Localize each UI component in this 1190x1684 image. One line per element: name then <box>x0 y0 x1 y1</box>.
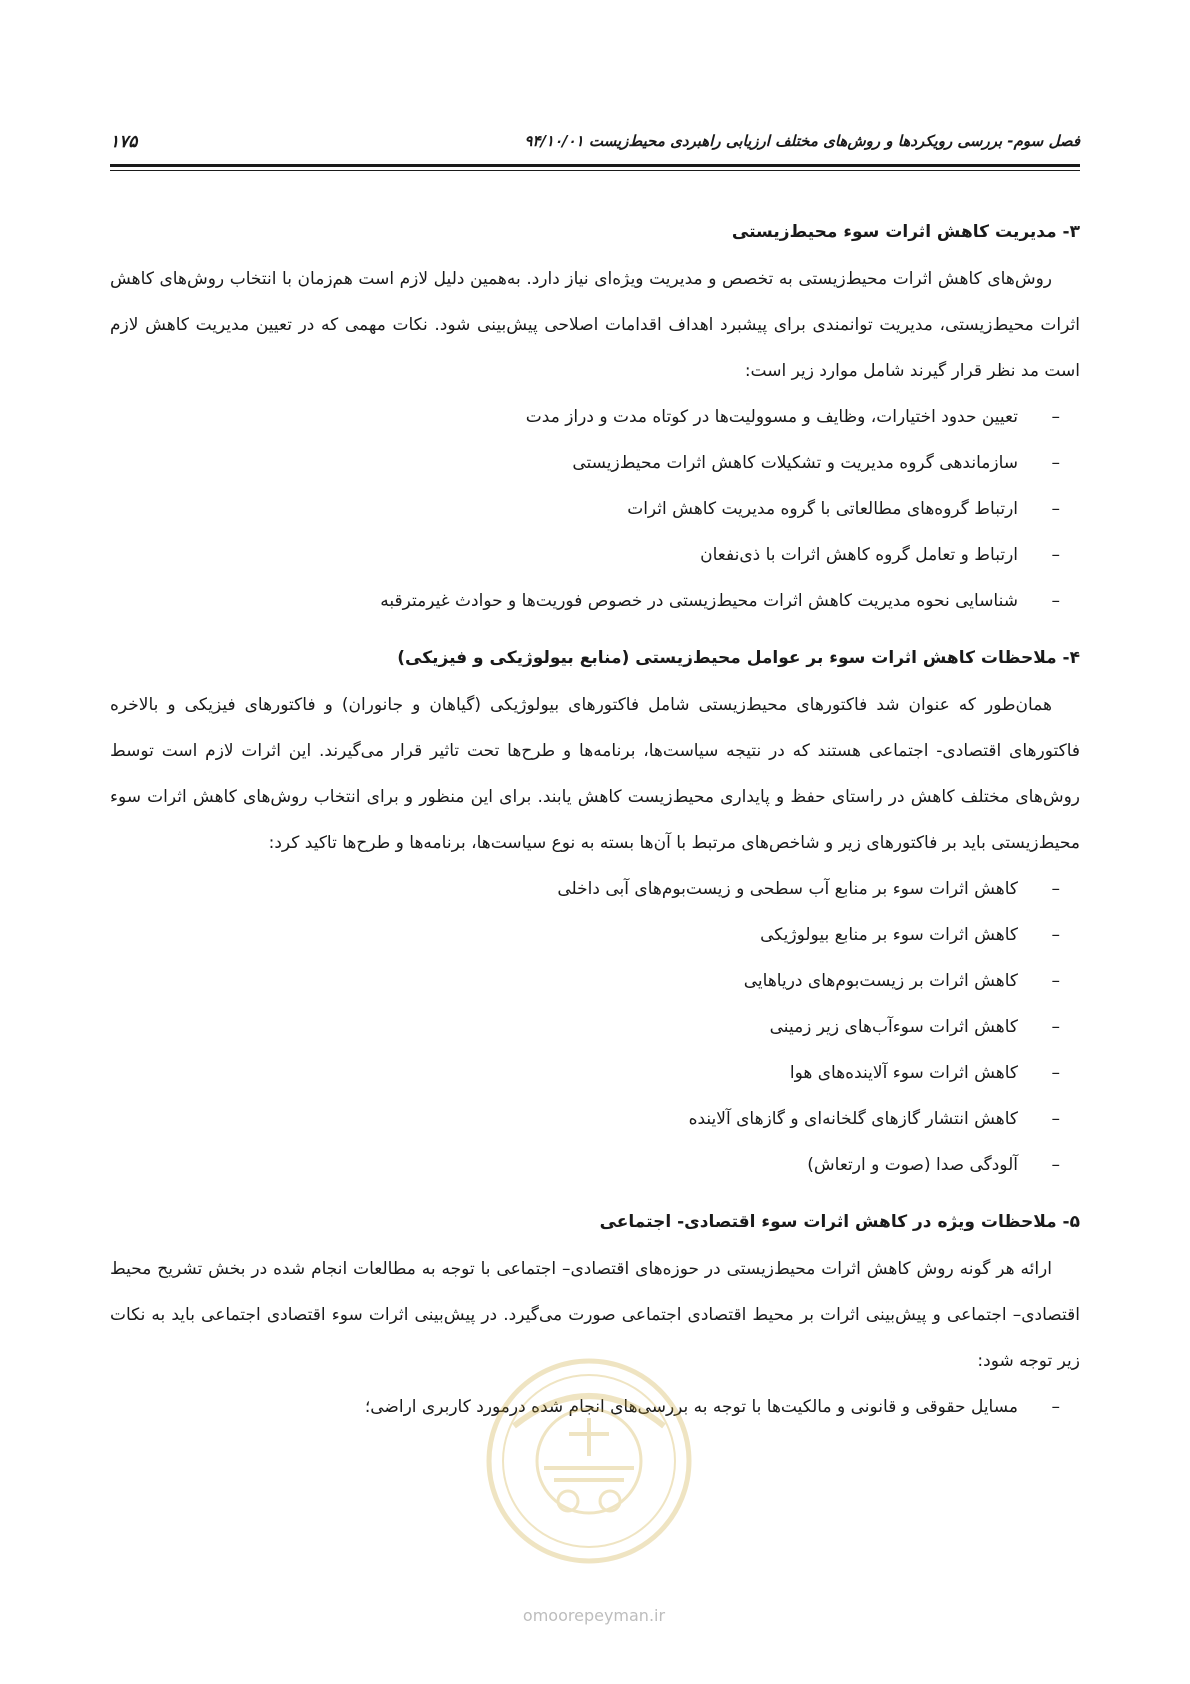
section-heading: ۳- مدیریت کاهش اثرات سوء محیط‌زیستی <box>731 222 1080 242</box>
header-title: فصل سوم- بررسی رویکردها و روش‌های مختلف ارزیابی راهبردی محیط‌زیست ۹۴/۱۰/۰۱ <box>524 132 1080 150</box>
section-paragraph: روش‌های کاهش اثرات محیط‌زیستی به تخصص و مدیریت ویژه‌ای نیاز دارد. به‌همین دلیل لازم است هم‌زمان با انتخاب روش‌های کاهش اثرات محیط‌زیستی، مدیریت توانمندی برای پیشبرد اهداف اقدامات اصلاحی پیش‌بینی شود. نکات مهمی که در تعیین مدیریت کاهش لازم است مد نظر قرار گیرند شامل موارد زیر است: <box>110 269 1080 381</box>
list-item <box>110 1096 1060 1142</box>
dash-bullet-icon: – <box>1051 499 1060 519</box>
list-item-text: سازماندهی گروه مدیریت و تشکیلات کاهش اثرات محیط‌زیستی <box>572 453 1018 473</box>
dash-bullet-icon: – <box>1051 1017 1060 1037</box>
dash-bullet-icon: – <box>1051 1155 1060 1175</box>
dash-bullet-icon: – <box>1051 1109 1060 1129</box>
bullet-list <box>110 866 1080 1188</box>
dash-bullet-icon: – <box>1051 971 1060 991</box>
dash-bullet-icon: – <box>1051 879 1060 899</box>
dash-bullet-icon: – <box>1051 545 1060 565</box>
list-item <box>110 532 1060 578</box>
bullet-list <box>110 394 1080 624</box>
list-item-text: تعیین حدود اختیارات، وظایف و مسوولیت‌ها در کوتاه مدت و دراز مدت <box>525 407 1018 427</box>
page-number: ۱۷۵ <box>110 132 138 152</box>
list-item <box>110 1142 1060 1188</box>
list-item <box>110 440 1060 486</box>
section-3 <box>110 212 1080 624</box>
section-spacer <box>110 624 1080 638</box>
list-item <box>110 958 1060 1004</box>
section-heading: ۴- ملاحظات کاهش اثرات سوء بر عوامل محیط‌زیستی (منابع بیولوژیکی و فیزیکی) <box>397 648 1080 668</box>
section-paragraph: ارائه هر گونه روش کاهش اثرات محیط‌زیستی در حوزه‌های اقتصادی– اجتماعی با توجه به مطالعات انجام شده در بخش تشریح محیط اقتصادی– اجتماعی و پیش‌بینی اثرات بر محیط اقتصادی اجتماعی صورت می‌گیرد. در پیش‌بینی اثرات سوء اقتصادی اجتماعی باید به نکات زیر توجه شود: <box>110 1259 1080 1371</box>
list-item <box>110 486 1060 532</box>
section-spacer <box>110 1188 1080 1202</box>
section-4 <box>110 638 1080 1188</box>
dash-bullet-icon: – <box>1051 453 1060 473</box>
running-header <box>110 128 1080 162</box>
list-item-text: مسایل حقوقی و قانونی و مالکیت‌ها با توجه به بررسی‌های انجام شده درمورد کاربری اراضی؛ <box>364 1397 1018 1417</box>
list-item <box>110 394 1060 440</box>
list-item-text: ارتباط و تعامل گروه کاهش اثرات با ذی‌نفعان <box>700 545 1018 565</box>
section-heading: ۵- ملاحظات ویژه در کاهش اثرات سوء اقتصادی- اجتماعی <box>599 1212 1080 1232</box>
dash-bullet-icon: – <box>1051 591 1060 611</box>
list-item-text: کاهش اثرات سوء بر منابع بیولوژیکی <box>760 925 1018 945</box>
dash-bullet-icon: – <box>1051 407 1060 427</box>
header-rule-thick <box>110 164 1080 167</box>
body-content <box>110 212 1080 1430</box>
watermark-url: omoorepeyman.ir <box>522 1606 666 1625</box>
dash-bullet-icon: – <box>1051 1063 1060 1083</box>
list-item <box>110 912 1060 958</box>
list-item-text: آلودگی صدا (صوت و ارتعاش) <box>807 1155 1018 1175</box>
list-item <box>110 578 1060 624</box>
dash-bullet-icon: – <box>1051 925 1060 945</box>
list-item-text: کاهش انتشار گازهای گلخانه‌ای و گازهای آلاینده <box>688 1109 1018 1129</box>
section-paragraph: همان‌طور که عنوان شد فاکتورهای محیط‌زیستی شامل فاکتورهای بیولوژیکی (گیاهان و جانوران) و فاکتورهای فیزیکی و بالاخره فاکتورهای اقتصادی- اجتماعی هستند که در نتیجه سیاست‌ها، برنامه‌ها و طرح‌ها تحت تاثیر قرار می‌گیرند. این اثرات لازم است توسط روش‌های مختلف کاهش در راستای حفظ و پایداری محیط‌زیست کاهش یابند. برای این منظور و برای انتخاب روش‌های کاهش اثرات سوء محیط‌زیستی باید بر فاکتورهای زیر و شاخص‌های مرتبط با آن‌ها بسته به نوع سیاست‌ها، برنامه‌ها و طرح‌ها تاکید کرد: <box>110 695 1080 853</box>
header-rule-thin <box>110 170 1080 171</box>
list-item-text: کاهش اثرات بر زیست‌بوم‌های دریاهایی <box>743 971 1018 991</box>
list-item-text: کاهش اثرات سوء آلاینده‌های هوا <box>789 1063 1018 1083</box>
list-item <box>110 866 1060 912</box>
list-item-text: کاهش اثرات سوءآب‌های زیر زمینی <box>769 1017 1018 1037</box>
dash-bullet-icon: – <box>1051 1397 1060 1417</box>
list-item-text: ارتباط گروه‌های مطالعاتی با گروه مدیریت کاهش اثرات <box>627 499 1018 519</box>
list-item-text: شناسایی نحوه مدیریت کاهش اثرات محیط‌زیستی در خصوص فوریت‌ها و حوادث غیرمترقبه <box>380 591 1018 611</box>
watermark-seal-icon <box>484 1356 694 1566</box>
list-item <box>110 1050 1060 1096</box>
list-item-text: کاهش اثرات سوء بر منابع آب سطحی و زیست‌بوم‌های آبی داخلی <box>557 879 1018 899</box>
list-item <box>110 1004 1060 1050</box>
